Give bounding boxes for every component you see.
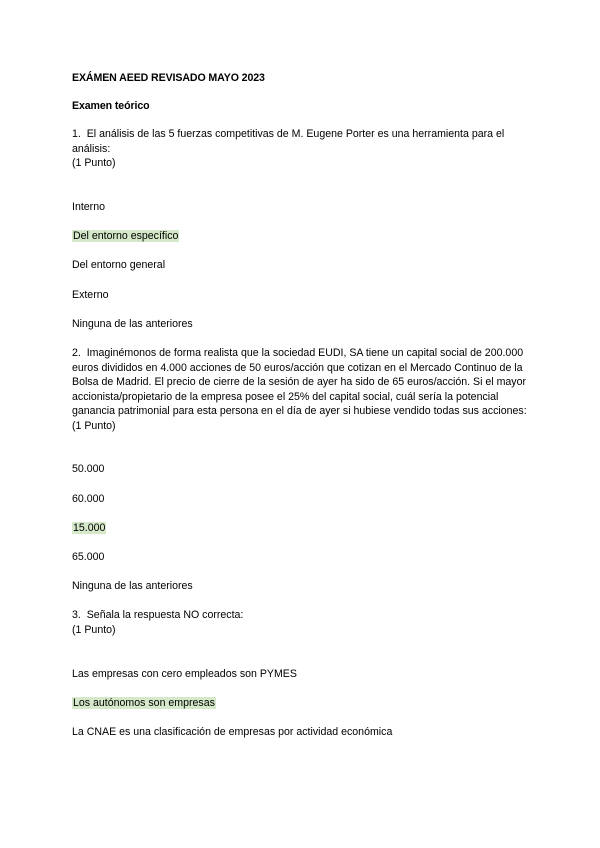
option-q2-a	[72, 462, 532, 477]
question-2	[72, 346, 532, 594]
option-q1-e	[72, 317, 532, 332]
question-1-statement: El análisis de las 5 fuerzas competitivas de M. Eugene Porter es una herramienta para el análisis:	[72, 128, 505, 155]
option-label: 65.000	[72, 551, 105, 564]
option-label: Las empresas con cero empleados son PYMES	[72, 667, 297, 680]
question-3-points: (1 Punto)	[72, 624, 116, 636]
question-2-options	[72, 462, 532, 593]
option-q1-c	[72, 258, 532, 273]
option-label-highlighted: 15.000	[73, 521, 106, 534]
question-3-number: 3.	[72, 609, 81, 622]
option-q3-a	[72, 667, 532, 682]
option-q1-b	[72, 229, 532, 244]
option-q1-d	[72, 288, 532, 303]
question-3-options	[72, 667, 532, 740]
option-q3-c	[72, 725, 532, 740]
question-3-text	[72, 608, 532, 623]
option-label: Ninguna de las anteriores	[72, 317, 193, 330]
document-subtitle: Examen teórico	[72, 99, 150, 112]
question-1	[72, 127, 532, 331]
question-2-text	[72, 346, 532, 419]
option-q3-b	[72, 696, 532, 711]
question-1-text	[72, 127, 532, 156]
document-title: EXÁMEN AEED REVISADO MAYO 2023	[72, 72, 265, 84]
option-label: Externo	[72, 288, 109, 301]
option-q2-d	[72, 550, 532, 565]
question-1-number: 1.	[72, 128, 81, 141]
option-q2-b	[72, 492, 532, 507]
option-label: 50.000	[72, 463, 105, 476]
option-q2-c	[72, 521, 532, 536]
question-1-points: (1 Punto)	[72, 157, 116, 170]
option-label: Ninguna de las anteriores	[72, 580, 193, 593]
question-1-options	[72, 200, 532, 331]
option-label: La CNAE es una clasificación de empresas por actividad económica	[72, 725, 393, 738]
question-3	[72, 608, 532, 739]
option-label: 60.000	[72, 492, 105, 505]
option-label-highlighted: Los autónomos son empresas	[73, 696, 215, 709]
question-2-number: 2.	[72, 346, 81, 359]
document-page	[72, 71, 532, 754]
option-q1-a	[72, 200, 532, 215]
question-3-statement: Señala la respuesta NO correcta:	[86, 609, 244, 622]
question-2-statement: Imaginémonos de forma realista que la sociedad EUDI, SA tiene un capital social de 200.000 euros divididos en 4.000 acciones de 50 euros/acción que cotizan en el Mercado Continuo de la Bolsa de Madrid. El precio de cierre de la sesión de ayer ha sido de 65 euros/acción. Si el mayor accionista/propietario de la empresa posee el 25% del capital social, cuál sería la potencial ganancia patrimonial para esta persona en el día de ayer si hubiese vendido todas sus acciones:	[72, 346, 527, 418]
option-label: Interno	[72, 200, 105, 213]
option-label-highlighted: Del entorno específico	[73, 230, 179, 243]
option-label: Del entorno general	[72, 259, 166, 272]
question-2-points: (1 Punto)	[72, 419, 116, 432]
option-q2-e	[72, 579, 532, 594]
